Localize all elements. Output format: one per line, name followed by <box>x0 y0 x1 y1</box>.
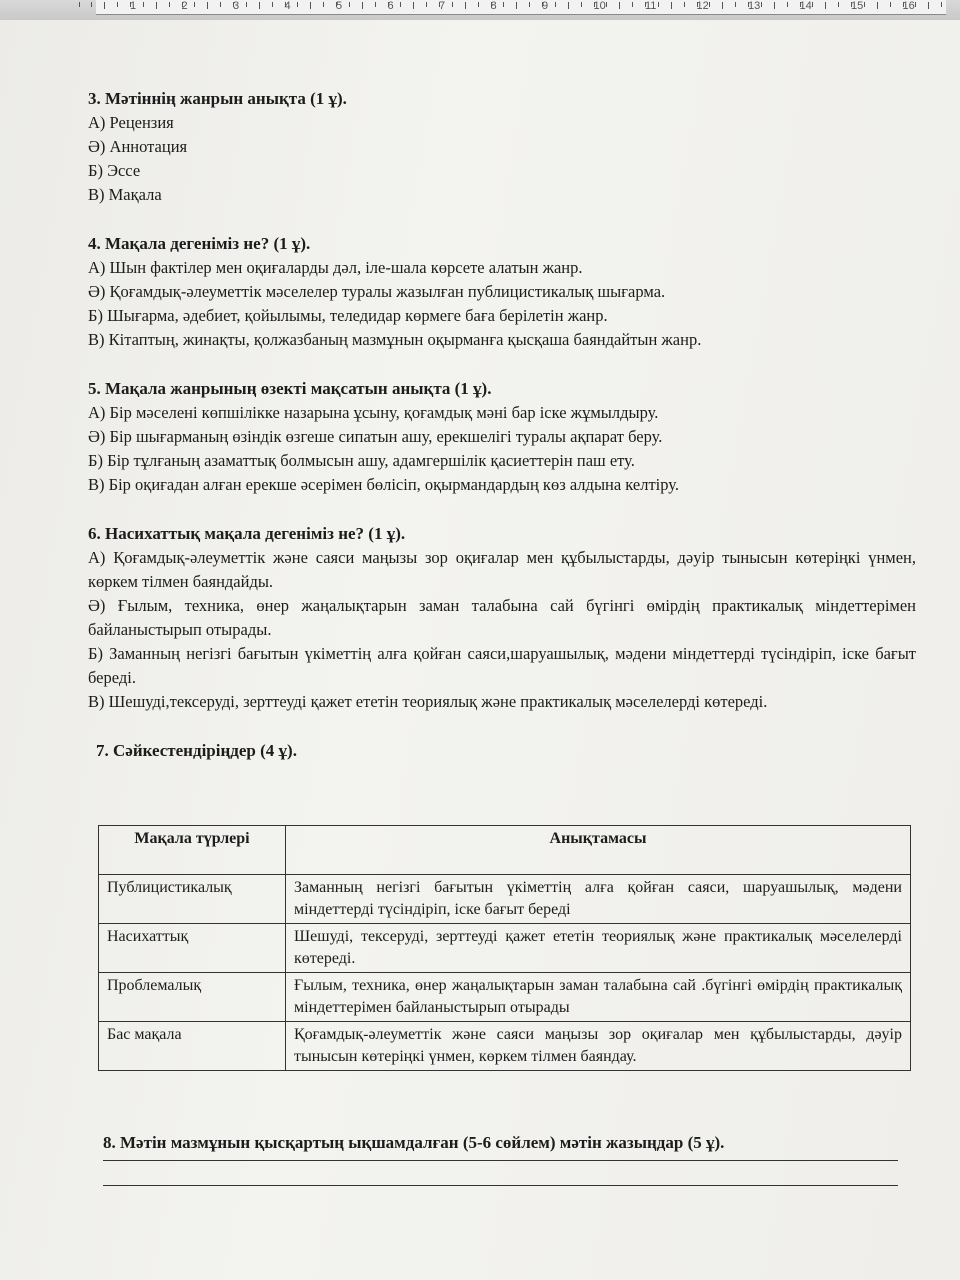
ruler-tick <box>503 2 504 7</box>
ruler-number: 3 <box>233 0 240 12</box>
ruler-tick <box>194 2 195 7</box>
table-cell-definition: Шешуді, тексеруді, зерттеуді қажет ететін теориялық және практикалық мәселелерді көтереді. <box>286 924 911 973</box>
table-cell-type: Проблемалық <box>99 973 286 1022</box>
ruler-number: 9 <box>542 0 549 12</box>
answer-line <box>103 1160 898 1161</box>
questions-container <box>88 86 918 787</box>
option-ae: Ә) Аннотация <box>88 137 188 156</box>
ruler-number: 16 <box>902 0 915 12</box>
ruler-tick <box>362 2 363 9</box>
option-a: А) Бір мәселені көпшілікке назарына ұсыну, қоғамдық мәні бар іске жұмылдыру. <box>88 403 659 422</box>
ruler-tick <box>555 2 556 7</box>
ruler-tick <box>812 2 813 7</box>
ruler-tick <box>877 2 878 9</box>
ruler-tick <box>632 2 633 7</box>
ruler-tick <box>606 2 607 7</box>
horizontal-ruler[interactable] <box>0 0 960 21</box>
ruler-tick <box>928 2 929 9</box>
question-title: 7. Сәйкестендіріңдер (4 ұ). <box>96 741 297 760</box>
ruler-tick <box>349 2 350 7</box>
option-v: В) Мақала <box>88 185 162 204</box>
question-6 <box>88 521 918 714</box>
ruler-number: 13 <box>748 0 761 12</box>
ruler-number: 7 <box>439 0 446 12</box>
question-title: 3. Мәтіннің жанрын анықта (1 ұ). <box>88 89 347 108</box>
ruler-tick <box>259 2 260 9</box>
ruler-tick <box>658 2 659 7</box>
ruler-tick <box>478 2 479 7</box>
option-b: Б) Заманның негізгі бағытын үкіметтің алға қойған саяси,шаруашылық, мәдени міндеттерді түсіндіріп, іске бағыт береді. <box>88 644 916 687</box>
question-5 <box>88 376 918 497</box>
ruler-tick <box>709 2 710 7</box>
table-header-row <box>99 826 911 875</box>
option-b: Б) Бір тұлғаның азаматтық болмысын ашу, адамгершілік қасиеттерін паш ету. <box>88 451 635 470</box>
ruler-tick <box>400 2 401 7</box>
option-ae: Ә) Қоғамдық-әлеуметтік мәселелер туралы жазылған публицистикалық шығарма. <box>88 282 666 301</box>
option-v: В) Бір оқиғадан алған ерекше әсерімен бөлісіп, оқырмандардың көз алдына келтіру. <box>88 475 680 494</box>
question-title: 6. Насихаттық мақала дегеніміз не? (1 ұ). <box>88 524 406 543</box>
ruler-number: 12 <box>696 0 709 12</box>
ruler-tick <box>787 2 788 7</box>
table-cell-definition: Ғылым, техника, өнер жаңалықтарын заман талабына сай .бүгінгі өмірдің практикалық міндеттерімен байланыстырып отырады <box>286 973 911 1022</box>
ruler-number: 1 <box>130 0 137 12</box>
ruler-tick <box>529 2 530 7</box>
ruler-number: 11 <box>645 0 657 12</box>
ruler-tick <box>272 2 273 7</box>
ruler-tick <box>864 2 865 7</box>
ruler-tick <box>117 2 118 7</box>
ruler-number: 8 <box>490 0 497 12</box>
ruler-number: 6 <box>387 0 394 12</box>
question-4 <box>88 231 918 352</box>
option-b: Б) Шығарма, әдебиет, қойылымы, теледидар көрмеге баға берілетін жанр. <box>88 306 608 325</box>
option-ae: Ә) Бір шығарманың өзіндік өзгеше сипатын ашу, ерекшелігі туралы ақпарат беру. <box>88 427 663 446</box>
option-a: А) Рецензия <box>88 113 174 132</box>
option-a: А) Қоғамдық-әлеуметтік және саяси маңызы зор оқиғалар мен құбылыстарды, дәуір тынысын көтеріңкі үнмен, көркем тілмен баяндайды. <box>88 548 916 591</box>
ruler-number: 5 <box>336 0 343 12</box>
ruler-tick <box>143 2 144 7</box>
ruler-tick <box>220 2 221 7</box>
ruler-tick <box>941 2 942 7</box>
question-title: 5. Мақала жанрының өзекті мақсатын анықта (1 ұ). <box>88 379 492 398</box>
header-definition: Анықтамасы <box>286 826 911 875</box>
question-title: 4. Мақала дегеніміз не? (1 ұ). <box>88 234 311 253</box>
question-8-title: 8. Мәтін мазмұнын қысқартың ықшамдалған (5-6 сөйлем) мәтін жазыңдар (5 ұ). <box>103 1133 725 1152</box>
ruler-tick <box>671 2 672 9</box>
question-7 <box>96 738 918 763</box>
ruler-tick <box>722 2 723 9</box>
ruler-tick <box>619 2 620 9</box>
ruler-tick <box>825 2 826 9</box>
table-row <box>99 1022 911 1071</box>
ruler-tick <box>169 2 170 7</box>
table-cell-definition: Қоғамдық-әлеуметтік және саяси маңызы зор оқиғалар мен құбылыстарды, дәуір тынысын көтеріңкі үнмен, көркем тілмен баяндау. <box>286 1022 911 1071</box>
ruler-tick <box>684 2 685 7</box>
option-ae: Ә) Ғылым, техника, өнер жаңалықтарын заман талабына сай бүгінгі өмірдің практикалық міндеттерімен байланыстырып отырады. <box>88 596 916 639</box>
table-row <box>99 973 911 1022</box>
table-cell-type: Бас мақала <box>99 1022 286 1071</box>
table-row <box>99 875 911 924</box>
ruler-tick <box>465 2 466 9</box>
option-v: В) Кітаптың, жинақты, қолжазбаның мазмұнын оқырманға қысқаша баяндайтын жанр. <box>88 330 702 349</box>
ruler-tick <box>156 2 157 9</box>
ruler-number: 14 <box>799 0 812 12</box>
option-v: В) Шешуді,тексеруді, зерттеуді қажет ететін теориялық және практикалық мәселелерді көтереді. <box>88 692 768 711</box>
ruler-tick <box>568 2 569 9</box>
ruler-tick <box>375 2 376 7</box>
answer-line <box>103 1185 898 1186</box>
ruler-tick <box>838 2 839 7</box>
ruler-tick <box>915 2 916 7</box>
table-row <box>99 924 911 973</box>
option-a: А) Шын фактілер мен оқиғаларды дәл, іле-шала көрсете алатын жанр. <box>88 258 583 277</box>
ruler-tick <box>516 2 517 9</box>
table-cell-definition: Заманның негізгі бағытын үкіметтің алға қойған саяси, шаруашылық, мәдени міндеттерді түсіндіріп, іске бағыт береді <box>286 875 911 924</box>
option-b: Б) Эссе <box>88 161 141 180</box>
ruler-tick <box>104 2 105 9</box>
table-cell-type: Публицистикалық <box>99 875 286 924</box>
ruler-tick <box>735 2 736 7</box>
ruler-tick <box>452 2 453 7</box>
ruler-number: 10 <box>593 0 606 12</box>
ruler-tick <box>761 2 762 7</box>
ruler-tick <box>297 2 298 7</box>
ruler-text-area <box>96 0 946 15</box>
ruler-tick <box>426 2 427 7</box>
ruler-tick <box>79 2 80 7</box>
ruler-number: 15 <box>851 0 864 12</box>
ruler-tick <box>207 2 208 9</box>
ruler-tick <box>310 2 311 9</box>
table-cell-type: Насихаттық <box>99 924 286 973</box>
ruler-tick <box>774 2 775 9</box>
ruler-number: 4 <box>284 0 291 12</box>
ruler-tick <box>890 2 891 7</box>
header-article-types: Мақала түрлері <box>99 826 286 875</box>
ruler-tick <box>246 2 247 7</box>
question-3 <box>88 86 918 207</box>
ruler-tick <box>581 2 582 7</box>
matching-table <box>98 825 911 1071</box>
ruler-tick <box>413 2 414 9</box>
ruler-tick <box>323 2 324 7</box>
ruler-number: 2 <box>181 0 188 12</box>
document-page <box>0 20 960 1280</box>
ruler-tick <box>91 2 92 7</box>
